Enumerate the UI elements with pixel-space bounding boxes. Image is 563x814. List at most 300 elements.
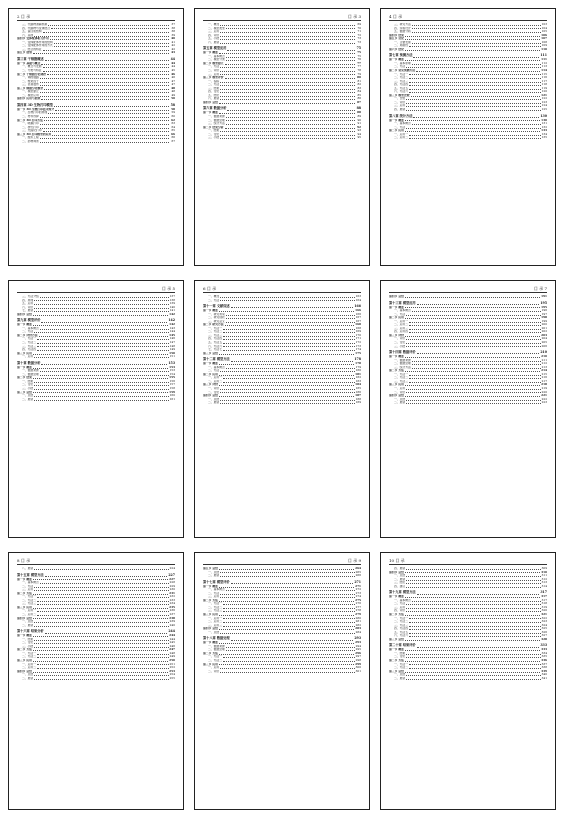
toc-entry-page-number: 232 [169,595,175,599]
toc-entry-title: 第四节 总结 [389,295,404,298]
toc-entry-title: 三、应用 [22,588,34,592]
toc-entry-title: 五、应用 [22,302,34,306]
dot-leader [43,71,169,72]
toc-chapter-entry [389,350,547,355]
dot-leader [40,85,169,86]
toc-entry-title: 一、总结 [22,394,34,398]
toc-entry-page-number: 213 [541,365,547,369]
toc-entry-page-number: 133 [541,129,547,133]
toc-entry-title: 三、小结 [394,344,406,348]
toc-entry-page-number: 109 [541,44,547,48]
toc-entry-title: 三、研究方法 [394,23,411,26]
toc-entry-page-number: 168 [355,323,361,327]
toc-entry-title: 第一节 概述 [203,309,218,313]
toc-entry-title: 三、统计方法 [394,365,411,369]
dot-leader [33,636,168,637]
dot-leader [405,36,540,37]
toc-entry-page-number: 105 [541,30,547,34]
toc-entry-title: 二、方法二 [22,655,36,659]
toc-entry-title: 一、评价 [208,387,220,391]
toc-entry-page-number: 71 [357,30,361,34]
dot-leader [412,368,541,369]
toc-entry-title: 二、方法 [394,65,406,69]
dot-leader [223,378,355,379]
toc-entry-page-number: 229 [169,584,175,588]
toc-entry-title: 第三节 总结 [389,637,404,641]
dot-leader [51,28,169,29]
dot-leader [226,28,355,29]
toc-entry-title: 第十六章 结果分析 [17,629,44,634]
toc-entry-title: 一、基本概念 [22,581,39,585]
toc-entry-title: 第一节 概述 [389,355,404,359]
toc-entry-page-number: 279 [355,613,361,617]
toc-entry-page-number: 49 [171,93,175,97]
toc-entry-page-number: 108 [541,40,547,44]
dot-leader [409,78,541,79]
toc-entry-title: 三、应用 [394,605,406,609]
toc-entry-title: 二、数据处理 [22,372,39,376]
toc-entry-title: 第十八章 数据处理 [203,636,230,641]
toc-entry-title: 第六章 数据分析 [203,106,227,111]
toc-entry-page-number: 313 [541,581,547,585]
toc-entry-page-number: 47 [171,79,175,83]
toc-entry-page-number: 42 [171,47,175,51]
toc-entry-title: 第二节 结果分析 [203,125,224,129]
toc-entry-page-number: 244 [168,629,175,634]
toc-entry-page-number: 107 [541,37,547,41]
toc-entry-page-number: 50 [171,97,175,101]
toc-section-entry [203,101,361,105]
dot-leader [219,354,354,355]
toc-entry-title: 三、代谢物清除机制 [22,23,48,26]
dot-leader [412,64,541,65]
dot-leader [405,120,540,121]
toc-entry-page-number: 300 [355,666,361,670]
toc-entry-page-number: 166 [355,312,361,316]
toc-entry-title: 二、讨论 [22,383,34,387]
toc-entry-page-number: 172 [355,341,361,345]
dot-leader [227,50,355,51]
toc-entry-title: 第二节 方法 [17,591,32,595]
toc-entry-page-number: 104 [541,26,547,30]
toc-entry-title: 二、数据处理 [394,362,411,366]
toc-entry-page-number: 222 [541,397,547,401]
toc-entry-title: 一、总结 [208,570,220,574]
toc-entry-title: 三、应用 [208,30,220,34]
toc-entry-page-number: 185 [355,387,361,391]
dot-leader [409,46,541,47]
toc-entry-title: 一、概述 [208,23,220,26]
dot-leader [220,389,354,390]
toc-entry-page-number: 210 [540,350,547,355]
toc-entry-page-number: 153 [169,365,175,369]
dot-leader [231,307,354,308]
toc-entry-page-number: 168 [355,326,361,330]
toc-entry-title: 第十七章 模型评价 [203,579,230,584]
toc-entry-title: 第二节 应用 [203,372,218,376]
toc-entry-page-number: 125 [541,108,547,112]
toc-entry-title: 四、实验设计 [394,26,411,30]
toc-entry-page-number: 59 [171,111,175,115]
toc-entry-title: 三、方法介绍 [22,295,39,298]
toc-entry-title: 第一节 概述 [389,118,404,122]
toc-entry-page-number: 94 [357,132,361,136]
dot-leader [409,378,541,379]
toc-entry-page-number: 112 [541,61,547,65]
dot-leader [412,25,541,26]
dot-leader [406,576,540,577]
dot-leader [409,89,541,90]
dot-leader [417,647,540,648]
toc-entry-title: 二、展望 [394,676,406,680]
toc-entry-page-number: 77 [357,65,361,69]
toc-entry-title: 第十九章 模型方法 [389,590,416,595]
toc-entry-title: 第二节 干细胞分化调控 [17,72,46,76]
toc-sub-entry [203,299,361,303]
toc-entry-page-number: 103 [541,23,547,26]
toc-entry-page-number: 227 [168,572,175,577]
toc-entry-title: 第四节 总结 [17,312,32,316]
toc-entry-title: 一、研究背景 [208,312,225,316]
toc-entry-page-number: 182 [355,376,361,380]
toc-sub-entry [389,677,547,681]
toc-entry-page-number: 183 [355,379,361,383]
dot-leader [406,110,540,111]
toc-entry-title: 三、方法三 [394,79,408,83]
toc-entry-title: 二、模型应用 [22,93,39,97]
toc-entry-title: 一、基本概念 [22,326,39,330]
toc-entry-title: 一、基本概念 [394,122,411,126]
toc-entry-page-number: 178 [355,362,361,366]
toc-entry-title: 三、方法三 [22,344,36,348]
dot-leader [34,396,168,397]
toc-entry-page-number: 60 [171,115,175,119]
toc-entry-page-number: 333 [541,648,547,652]
toc-entry-title: 五、小结 [208,37,220,41]
toc-entry-title: 一、结果 [394,651,406,655]
dot-leader [223,618,355,619]
toc-entry-page-number: 93 [357,129,361,133]
dot-leader [223,339,355,340]
dot-leader [220,67,355,68]
dot-leader [223,622,355,623]
dot-leader [48,113,169,114]
toc-entry-page-number: 120 [541,90,547,94]
toc-entry-page-number: 63 [171,122,175,126]
toc-entry-page-number: 272 [355,588,361,592]
toc-entry-title: 第一节 概述 [389,58,404,62]
toc-entry-page-number: 178 [354,357,361,362]
toc-entry-title: 四、评价 [394,609,406,613]
toc-entry-title: 三、应用 [394,104,406,108]
toc-chapter-entry [203,106,361,111]
toc-entry-title: 一、总结 [208,630,220,634]
toc-entry-title: 八、展望 [22,567,34,570]
toc-entry-page-number: 197 [541,312,547,316]
dot-leader [219,569,354,570]
toc-entry-title: 一、总结 [394,397,406,401]
toc-entry-title: 一、方法一 [394,72,408,76]
toc-entry-title: 三、应用 [208,72,220,76]
toc-entry-page-number: 339 [541,669,547,673]
toc-entry-page-number: 317 [540,590,547,595]
toc-entry-page-number: 64 [171,125,175,129]
toc-chapter-entry [389,643,547,648]
toc-entry-page-number: 195 [540,300,547,305]
dot-leader [33,608,168,609]
dot-leader [33,53,169,54]
toc-entry-title: 六、评价 [22,305,34,309]
header-left: 8 目 录 [17,558,31,563]
toc-entry-title: 七、方法七 [208,348,222,352]
toc-entry-page-number: 75 [356,46,361,51]
dot-leader [417,353,540,354]
toc-entry-title: 二、讨论 [208,132,220,136]
header-right: 目 录 7 [533,286,547,291]
toc-entry-title: 第二节 3D 打印方法 [17,118,43,122]
toc-entry-title: 三、统计方法 [208,122,225,126]
dot-leader [406,339,540,340]
toc-entry-title: 一、数据来源 [208,644,225,648]
toc-entry-page-number: 335 [541,655,547,659]
toc-entry-page-number: 41 [171,40,175,44]
toc-sub-entry [389,401,547,405]
toc-entry-title: 第二节 常见预测方法 [389,69,416,73]
dot-leader [405,650,540,651]
toc-entry-page-number: 146 [169,337,175,341]
toc-entry-title: 一、基本原理 [394,61,411,65]
toc-entry-title: 第五章 模型应用 [203,46,227,51]
toc-entry-page-number: 137 [169,295,175,298]
toc-entry-page-number: 276 [355,602,361,606]
dot-leader [406,654,540,655]
dot-leader [37,611,169,612]
toc-entry-page-number: 210 [541,355,547,359]
toc-entry-title: 二、方法二 [22,341,36,345]
toc-entry-title: 六、其他 [22,33,34,37]
dot-leader [220,668,354,669]
toc-entry-page-number: 215 [541,372,547,376]
toc-chapter-entry [203,636,361,641]
toc-entry-title: 第五节 讨论 [389,37,404,41]
dot-leader [406,400,540,401]
toc-entry-title: 一、指标 [208,79,220,83]
toc-entry-page-number: 310 [541,570,547,574]
toc-entry-page-number: 216 [541,376,547,380]
toc-entry-page-number: 212 [541,362,547,366]
page-header [389,286,547,293]
dot-leader [34,389,168,390]
dot-leader [220,138,355,139]
toc-entry-page-number: 44 [170,56,175,61]
toc-entry-page-number: 142 [169,323,175,327]
toc-sub-entry [389,108,547,112]
toc-entry-title: 二、方法 [208,591,220,595]
toc-entry-page-number: 130 [540,113,547,118]
toc-sub-entry [17,355,175,359]
toc-entry-title: 五、方法五 [208,341,222,345]
header-left: 10 目 录 [389,558,405,563]
toc-sub-entry [17,140,175,144]
dot-leader [226,117,355,118]
toc-entry-title: 二、评价 [394,100,406,104]
toc-entry-page-number: 114 [541,69,547,73]
dot-leader [406,587,540,588]
toc-entry-page-number: 170 [355,333,361,337]
dot-leader [412,601,541,602]
toc-entry-page-number: 311 [541,574,547,578]
toc-chapter-entry [17,573,175,578]
dot-leader [409,664,541,665]
toc-entry-title: 第二节 研究方法 [203,323,224,327]
dot-leader [219,53,355,54]
toc-entry-title: 二、方法 [394,602,406,606]
toc-entry-title: 一、数据来源 [208,115,225,119]
toc-entry-title: 第三节 应用 [203,613,218,617]
toc-page [194,280,370,538]
dot-leader [405,318,540,319]
dot-leader [219,664,354,665]
toc-entry-page-number: 173 [355,344,361,348]
dot-leader [34,304,168,305]
dot-leader [219,311,354,312]
dot-leader [406,611,540,612]
toc-entry-title: 三、应用三 [208,623,222,627]
toc-entry-title: 一、概念与发展 [22,65,42,69]
toc-entry-title: 二、评价 [208,669,220,673]
dot-leader [405,60,540,61]
dot-leader [219,643,354,644]
toc-entry-title: 六、展望 [208,40,220,44]
dot-leader [220,594,354,595]
toc-entry-page-number: 233 [169,598,175,602]
header-right: 目 录 3 [347,14,361,19]
dot-leader [220,371,354,372]
toc-entry-title: 第四节 受体配体相互作用 [17,37,49,41]
toc-entry-page-number: 294 [355,644,361,648]
toc-entry-title: 一、方法一 [208,326,222,330]
dot-leader [227,110,355,111]
toc-entry-page-number: 317 [541,595,547,599]
toc-entry-title: 第四节 结果 [389,33,404,37]
toc-entry-page-number: 42 [171,44,175,48]
dot-leader [219,364,354,365]
toc-entry-page-number: 240 [169,623,175,627]
header-left: 6 目 录 [203,286,217,291]
toc-entry-title: 第一节 概述 [389,648,404,652]
toc-entry-title: 一、方法一 [208,655,222,659]
toc-entry-page-number: 142 [169,312,175,316]
toc-entry-page-number: 336 [541,659,547,663]
toc-entry-title: 第一节 概述 [203,362,218,366]
toc-entry-title: 一、基本概念 [208,54,225,58]
toc-entry-title: 第二节 方法 [17,648,32,652]
toc-entry-page-number: 251 [169,662,175,666]
dot-leader [417,304,540,305]
toc-entry-page-number: 160 [169,394,175,398]
toc-entry-title: 二、展望 [394,401,406,405]
dot-leader [406,106,540,107]
toc-entry-title: 一、应用一 [208,616,222,620]
toc-entry-page-number: 265 [355,570,361,574]
toc-entry-title: 第六节 结论 [389,47,404,51]
toc-entry-page-number: 206 [541,344,547,348]
toc-entry-page-number: 47 [171,83,175,87]
toc-entry-title: 一、方法一 [22,595,36,599]
dot-leader [40,96,169,97]
toc-entry-page-number: 69 [357,23,361,26]
toc-entry-page-number: 271 [354,579,361,584]
dot-leader [33,378,168,379]
toc-entry-title: 一、模型建立 [22,90,39,94]
dot-leader [37,346,169,347]
dot-leader [412,28,541,29]
toc-entry-title: 三、结合的特征 [22,47,42,51]
dot-leader [220,576,354,577]
toc-entry-page-number: 37 [171,23,175,26]
dot-leader [34,385,168,386]
toc-chapter-entry [389,114,547,119]
toc-entry-page-number: 337 [541,662,547,666]
toc-entry-title: 第四节 总结 [17,669,32,673]
toc-entry-title: 四、方法四 [22,348,36,352]
toc-entry-title: 第二节 方法 [203,598,218,602]
dot-leader [406,346,540,347]
dot-leader [406,128,540,129]
dot-leader [409,138,541,139]
dot-leader [223,604,355,605]
page-header [17,558,175,565]
toc-entry-page-number: 219 [541,387,547,391]
toc-entry-title: 一、生物打印的原理 [22,111,48,115]
toc-entry-page-number: 118 [541,83,547,87]
dot-leader [405,615,540,616]
dot-leader [52,135,169,136]
toc-entry-page-number: 86 [357,97,361,101]
dot-leader [43,67,169,68]
dot-leader [41,364,167,365]
toc-sub-entry [203,41,361,45]
dot-leader [412,43,541,44]
toc-sub-entry [203,136,361,140]
dot-leader [37,654,169,655]
toc-entry-title: 第一节 概述 [389,305,404,309]
toc-entry-page-number: 150 [169,351,175,355]
toc-entry-page-number: 38 [171,26,175,30]
dot-leader [37,601,169,602]
header-right: 目 录 5 [161,286,175,291]
toc-entry-page-number: 95 [357,136,361,140]
toc-entry-page-number: 254 [169,673,175,677]
toc-entry-page-number: 319 [541,605,547,609]
toc-entry-title: 五、蛋白质结构 [22,30,42,34]
toc-entry-page-number: 78 [357,69,361,73]
dot-leader [223,657,355,658]
dot-leader [226,590,355,591]
toc-entry-title: 第十章 数据分析 [17,360,41,365]
dot-leader [34,36,169,37]
toc-entry-title: 四、讨论 [208,90,220,94]
toc-entry-title: 第一节 概述 [17,634,32,638]
toc-sub-entry [17,398,175,402]
toc-entry-title: 三、方法三 [208,333,222,337]
toc-entry-page-number: 246 [169,644,175,648]
dot-leader [34,300,168,301]
toc-entry-title: 第三节 应用 [389,383,404,387]
dot-leader [220,99,355,100]
dot-leader [40,329,169,330]
toc-sub-entry [17,677,175,681]
